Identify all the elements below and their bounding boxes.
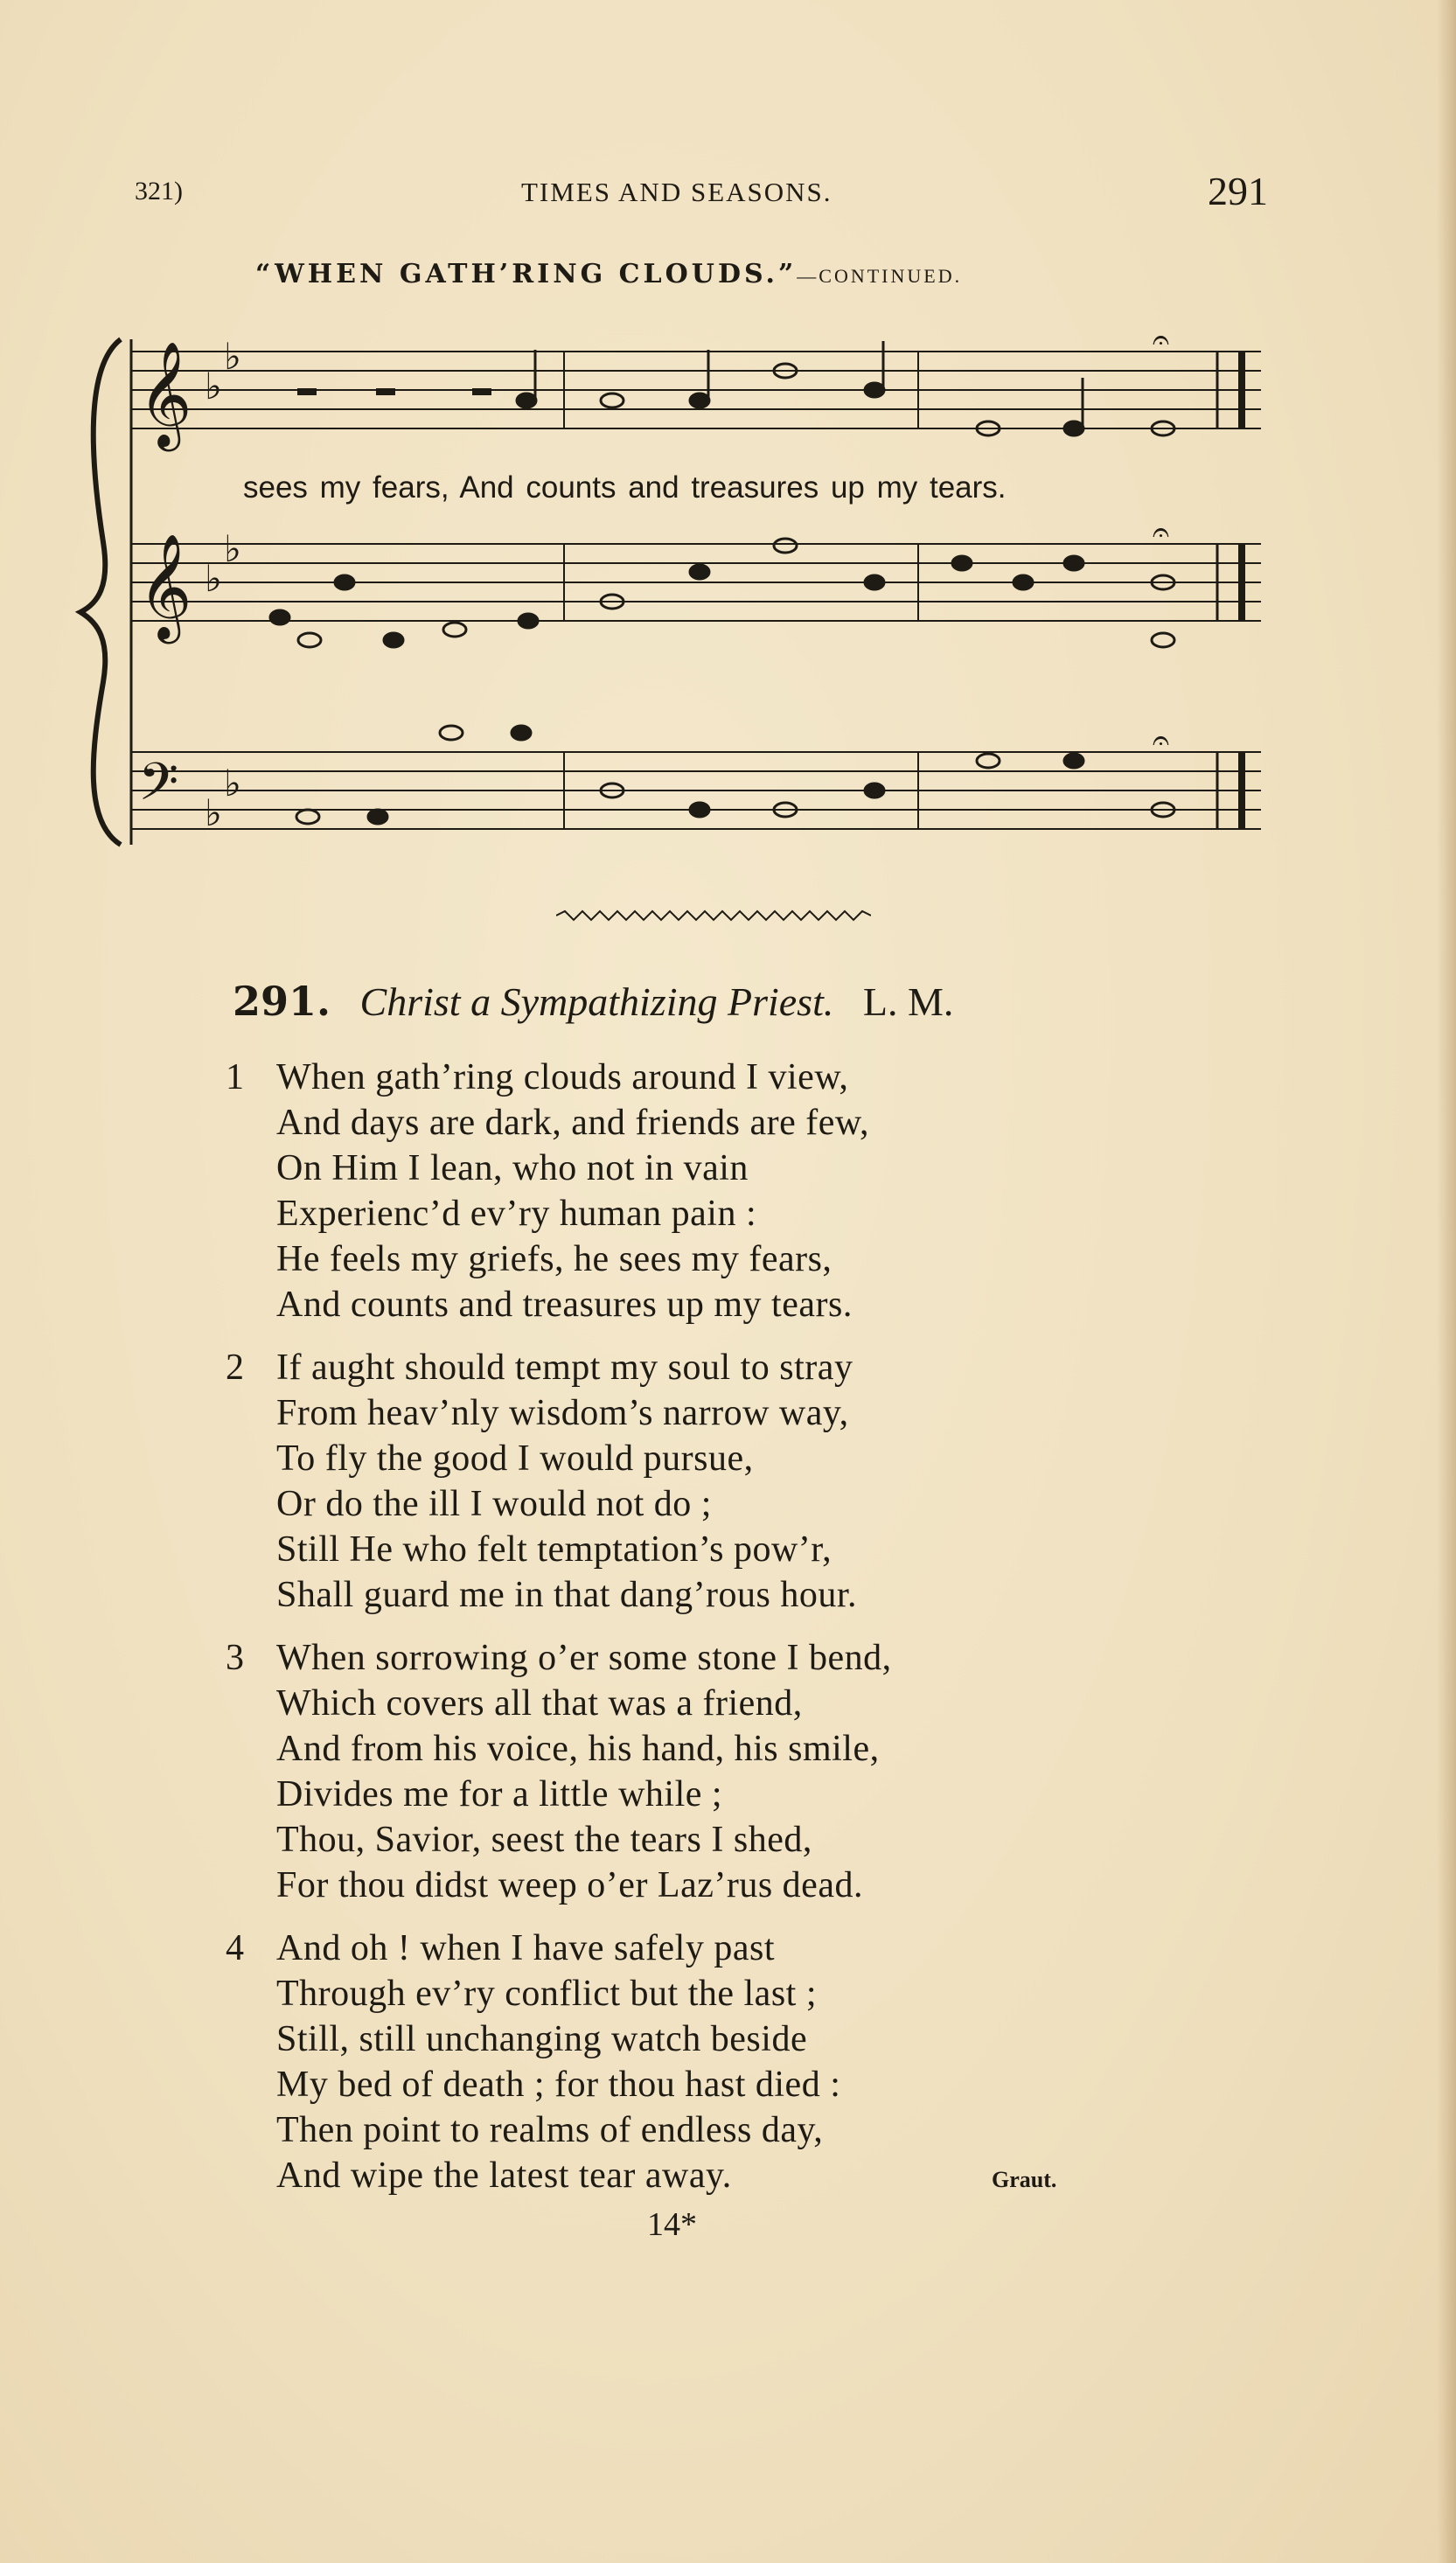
verse-line: On Him I lean, who not in vain <box>276 1148 749 1188</box>
note <box>296 810 319 824</box>
system-brace <box>80 339 121 845</box>
verse-line: If aught should tempt my soul to stray <box>276 1348 853 1388</box>
page-number: 291 <box>1208 169 1268 213</box>
verse-line: Which covers all that was a friend, <box>276 1683 803 1724</box>
verse-line: And oh ! when I have safely past <box>276 1928 775 1968</box>
verse-line: From heav’nly wisdom’s narrow way, <box>276 1393 849 1433</box>
note <box>517 394 536 407</box>
ornamental-divider <box>556 909 871 922</box>
treble-clef-icon: 𝄞 <box>138 340 192 447</box>
rest-icon <box>472 388 491 395</box>
note <box>443 623 466 637</box>
note <box>865 784 884 797</box>
verse-line: And days are dark, and friends are few, <box>276 1103 869 1143</box>
verse-line: To fly the good I would pursue, <box>276 1438 754 1479</box>
verse-line: He feels my griefs, he sees my fears, <box>276 1239 832 1279</box>
note <box>440 726 463 740</box>
note <box>601 394 624 407</box>
hymn-number: 291. <box>233 978 331 1025</box>
tune-continued-label: —CONTINUED. <box>797 265 963 287</box>
note <box>1152 633 1174 647</box>
verse-number: 3 <box>226 1638 244 1678</box>
verse-number: 4 <box>226 1928 244 1968</box>
note <box>270 610 289 624</box>
note <box>865 383 884 397</box>
verse-line: When sorrowing o’er some stone I bend, <box>276 1638 892 1678</box>
music-score <box>0 315 1456 857</box>
flat-icon: ♭ <box>205 791 222 834</box>
rest-icon <box>376 388 395 395</box>
verse-line: Or do the ill I would not do ; <box>276 1484 712 1524</box>
note <box>690 565 709 579</box>
verse-line: Then point to realms of endless day, <box>276 2110 824 2150</box>
notes-staff-2 <box>270 539 1174 647</box>
note <box>1064 421 1083 435</box>
verse-line: And counts and treasures up my tears. <box>276 1285 853 1325</box>
verse-line: My bed of death ; for thou hast died : <box>276 2065 841 2105</box>
note <box>335 575 354 589</box>
note <box>1014 575 1033 589</box>
note <box>1064 556 1083 570</box>
note <box>690 803 709 817</box>
verse-line: Thou, Savior, seest the tears I shed, <box>276 1820 812 1860</box>
note <box>368 810 387 824</box>
flat-icon: ♭ <box>224 762 241 804</box>
verse-line: And from his voice, his hand, his smile, <box>276 1729 880 1769</box>
note <box>865 575 884 589</box>
note <box>977 754 1000 768</box>
note <box>690 394 709 407</box>
treble-staff-2 <box>131 544 1261 621</box>
verse-line: When gath’ring clouds around I view, <box>276 1057 849 1097</box>
note <box>519 614 538 628</box>
flat-icon: ♭ <box>224 527 241 570</box>
running-header <box>131 168 1268 220</box>
note <box>952 556 972 570</box>
note <box>384 633 403 647</box>
verse-number: 1 <box>226 1057 244 1097</box>
printer-signature-mark: 14* <box>647 2206 697 2243</box>
notes-staff-1 <box>297 341 1174 435</box>
author-attribution: Graut. <box>992 2167 1057 2192</box>
verse-line: And wipe the latest tear away. <box>276 2156 732 2196</box>
flat-icon: ♭ <box>224 335 241 378</box>
note <box>512 726 531 740</box>
hymn-meter: L. M. <box>862 979 954 1024</box>
verse-line: For thou didst weep o’er Laz’rus dead. <box>276 1865 863 1905</box>
hymn-range-number: 321) <box>135 177 183 205</box>
verse-line: Experienc’d ev’ry human pain : <box>276 1194 757 1234</box>
hymn-title: Christ a Sympathizing Priest. <box>359 979 834 1024</box>
fermata-icon: 𝄐 <box>1153 323 1169 358</box>
verse-line: Still, still unchanging watch beside <box>276 2019 808 2059</box>
flat-icon: ♭ <box>205 365 222 407</box>
verse-number: 2 <box>226 1348 244 1388</box>
rest-icon <box>297 388 317 395</box>
verse-line: Shall guard me in that dang’rous hour. <box>276 1575 858 1615</box>
verse-line: Through ev’ry conflict but the last ; <box>276 1974 818 2014</box>
hymn-heading <box>233 978 953 1025</box>
treble-clef-icon: 𝄞 <box>138 533 192 639</box>
flat-icon: ♭ <box>205 557 222 600</box>
bass-clef-icon: 𝄢 <box>138 751 179 825</box>
note <box>1064 754 1083 768</box>
score-lyric-line: sees my fears, And counts and treasures up my tears. <box>243 470 1007 505</box>
tune-name: “WHEN GATH’RING CLOUDS.” <box>255 259 798 289</box>
note <box>298 633 321 647</box>
running-title: TIMES AND SEASONS. <box>521 177 832 207</box>
fermata-icon: 𝄐 <box>1153 515 1169 550</box>
note <box>774 539 797 553</box>
verse-line: Divides me for a little while ; <box>276 1774 723 1814</box>
fermata-icon: 𝄐 <box>1153 723 1169 758</box>
verse-line: Still He who felt temptation’s pow’r, <box>276 1529 832 1570</box>
tune-title <box>255 259 962 289</box>
